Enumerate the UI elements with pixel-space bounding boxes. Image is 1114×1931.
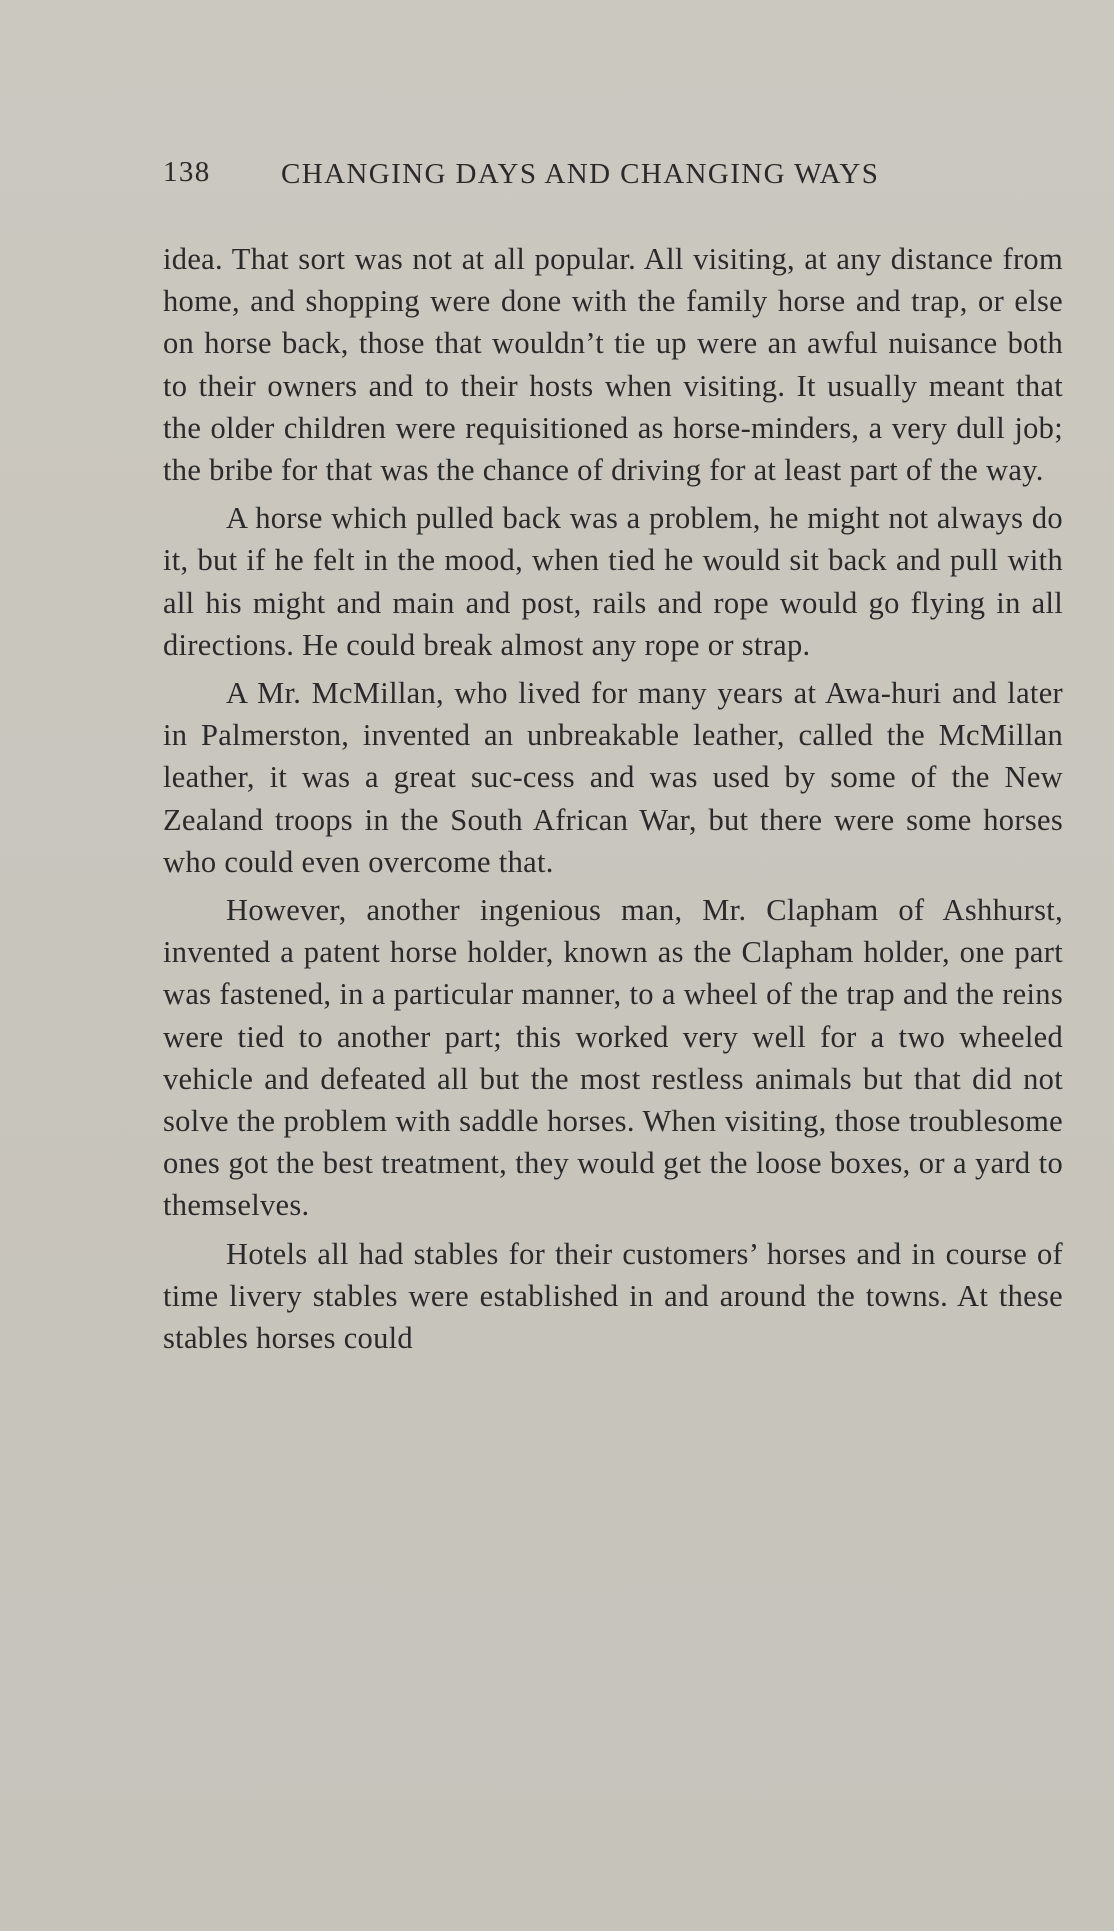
paragraph: idea. That sort was not at all popular. All visiting, at any distance from home, and shopping were done with the family horse and trap, or else on horse back, those that wouldn’t tie up were an awful nuisance both to their owners and to their hosts when visiting. It usually meant that the older children were requisitioned as horse-minders, a very dull job; the bribe for that was the chance of driving for at least part of the way. bbox=[163, 242, 1063, 488]
running-title: CHANGING DAYS AND CHANGING WAYS bbox=[281, 158, 880, 190]
running-head bbox=[163, 156, 1063, 196]
paragraph: Hotels all had stables for their customers’ horses and in course of time livery stables were established in and around the towns. At these stables horses could bbox=[163, 1236, 1063, 1356]
paragraph: A Mr. McMillan, who lived for many years at Awa-huri and later in Palmerston, invented an unbreakable leather, called the McMillan leather, it was a great suc-cess and was used by some of the New Zealand troops in the South African War, but there were some horses who could even overcome that. bbox=[163, 676, 1063, 879]
paragraph: However, another ingenious man, Mr. Clapham of Ashhurst, invented a patent horse holder, known as the Clapham holder, one part was fastened, in a particular manner, to a wheel of the trap and the reins were tied to another part; this worked very well for a two wheeled vehicle and defeated all but the most restless animals but that did not solve the problem with saddle horses. When visiting, those troublesome ones got the best treatment, they would get the loose boxes, or a yard to themselves. bbox=[163, 893, 1063, 1223]
body-text bbox=[163, 238, 1063, 1365]
page-number: 138 bbox=[163, 156, 211, 188]
paragraph: A horse which pulled back was a problem, he might not always do it, but if he felt in the mood, when tied he would sit back and pull with all his might and main and post, rails and rope would go flying in all directions. He could break almost any rope or strap. bbox=[163, 501, 1063, 662]
